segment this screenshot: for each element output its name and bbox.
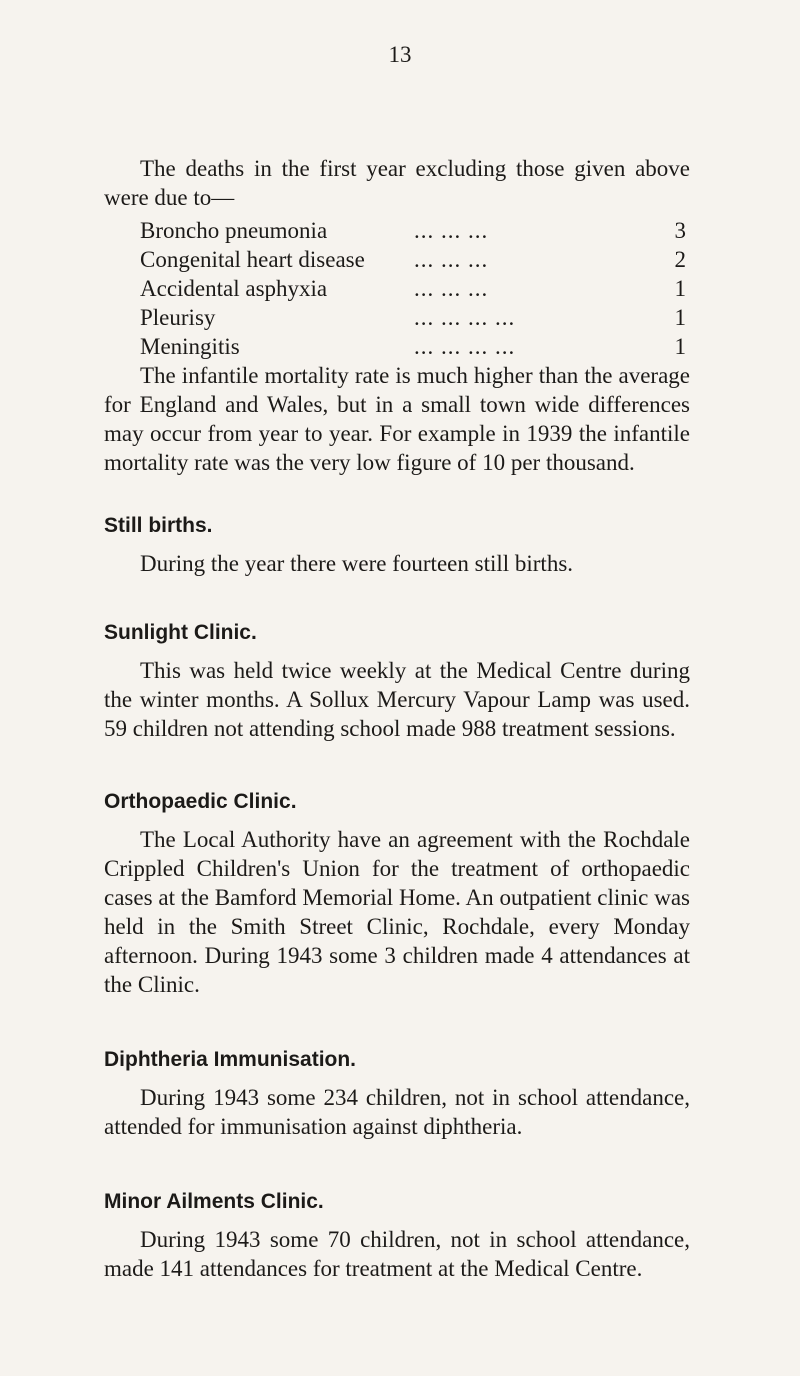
deaths-row xyxy=(104,332,690,361)
leader-dots: ... ... ... xyxy=(414,276,489,301)
sunlight-clinic-text: This was held twice weekly at the Medical Centre during the winter months. A Sollux Mercury Vapour Lamp was used. 59 children not attending school made 988 treatment sessions. xyxy=(104,658,690,741)
leader-dots: ... ... ... xyxy=(414,247,489,272)
leader-dots: ... ... ... xyxy=(414,218,489,243)
deaths-table xyxy=(104,216,690,361)
intro-paragraph: The deaths in the first year excluding those given above were due to— xyxy=(104,156,690,210)
death-count: 3 xyxy=(674,218,686,243)
deaths-row xyxy=(104,303,690,332)
minor-ailments-clinic-heading: Minor Ailments Clinic. xyxy=(104,1190,324,1213)
death-count: 1 xyxy=(674,305,686,330)
diphtheria-immunisation-text: During 1943 some 234 children, not in school attendance, attended for immunisation against diphtheria. xyxy=(104,1085,690,1139)
still-births-text: During the year there were fourteen still births. xyxy=(140,551,574,576)
deaths-row xyxy=(104,274,690,303)
leader-dots: ... ... ... ... xyxy=(414,334,516,359)
deaths-row xyxy=(104,216,690,245)
sunlight-clinic-heading: Sunlight Clinic. xyxy=(104,621,257,644)
death-cause: Pleurisy xyxy=(140,305,216,330)
death-count: 2 xyxy=(674,247,686,272)
page-content xyxy=(104,154,690,1283)
leader-dots: ... ... ... ... xyxy=(414,305,516,330)
death-count: 1 xyxy=(674,334,686,359)
orthopaedic-clinic-text: The Local Authority have an agreement with the Rochdale Crippled Children's Union for the treatment of orthopaedic cases at the Bamford Memorial Home. An outpatient clinic was held in the Smith Street Clinic, Rochdale, every Monday afternoon. During 1943 some 3 children made 4 attendances at the Clinic. xyxy=(104,827,690,997)
mortality-paragraph: The infantile mortality rate is much higher than the average for England and Wales, but in a small town wide differences may occur from year to year. For example in 1939 the infantile mortality rate was the very low figure of 10 per thousand. xyxy=(104,363,690,475)
minor-ailments-clinic-text: During 1943 some 70 children, not in school attendance, made 141 attendances for treatment at the Medical Centre. xyxy=(104,1227,690,1281)
diphtheria-immunisation-heading: Diphtheria Immunisation. xyxy=(104,1048,357,1071)
still-births-heading: Still births. xyxy=(104,514,213,537)
orthopaedic-clinic-heading: Orthopaedic Clinic. xyxy=(104,790,297,813)
death-cause: Broncho pneumonia xyxy=(140,218,328,243)
death-cause: Meningitis xyxy=(140,334,240,359)
page-number: 13 xyxy=(388,42,412,67)
death-cause: Accidental asphyxia xyxy=(140,276,328,301)
death-count: 1 xyxy=(674,276,686,301)
death-cause: Congenital heart disease xyxy=(140,247,365,272)
deaths-row xyxy=(104,245,690,274)
